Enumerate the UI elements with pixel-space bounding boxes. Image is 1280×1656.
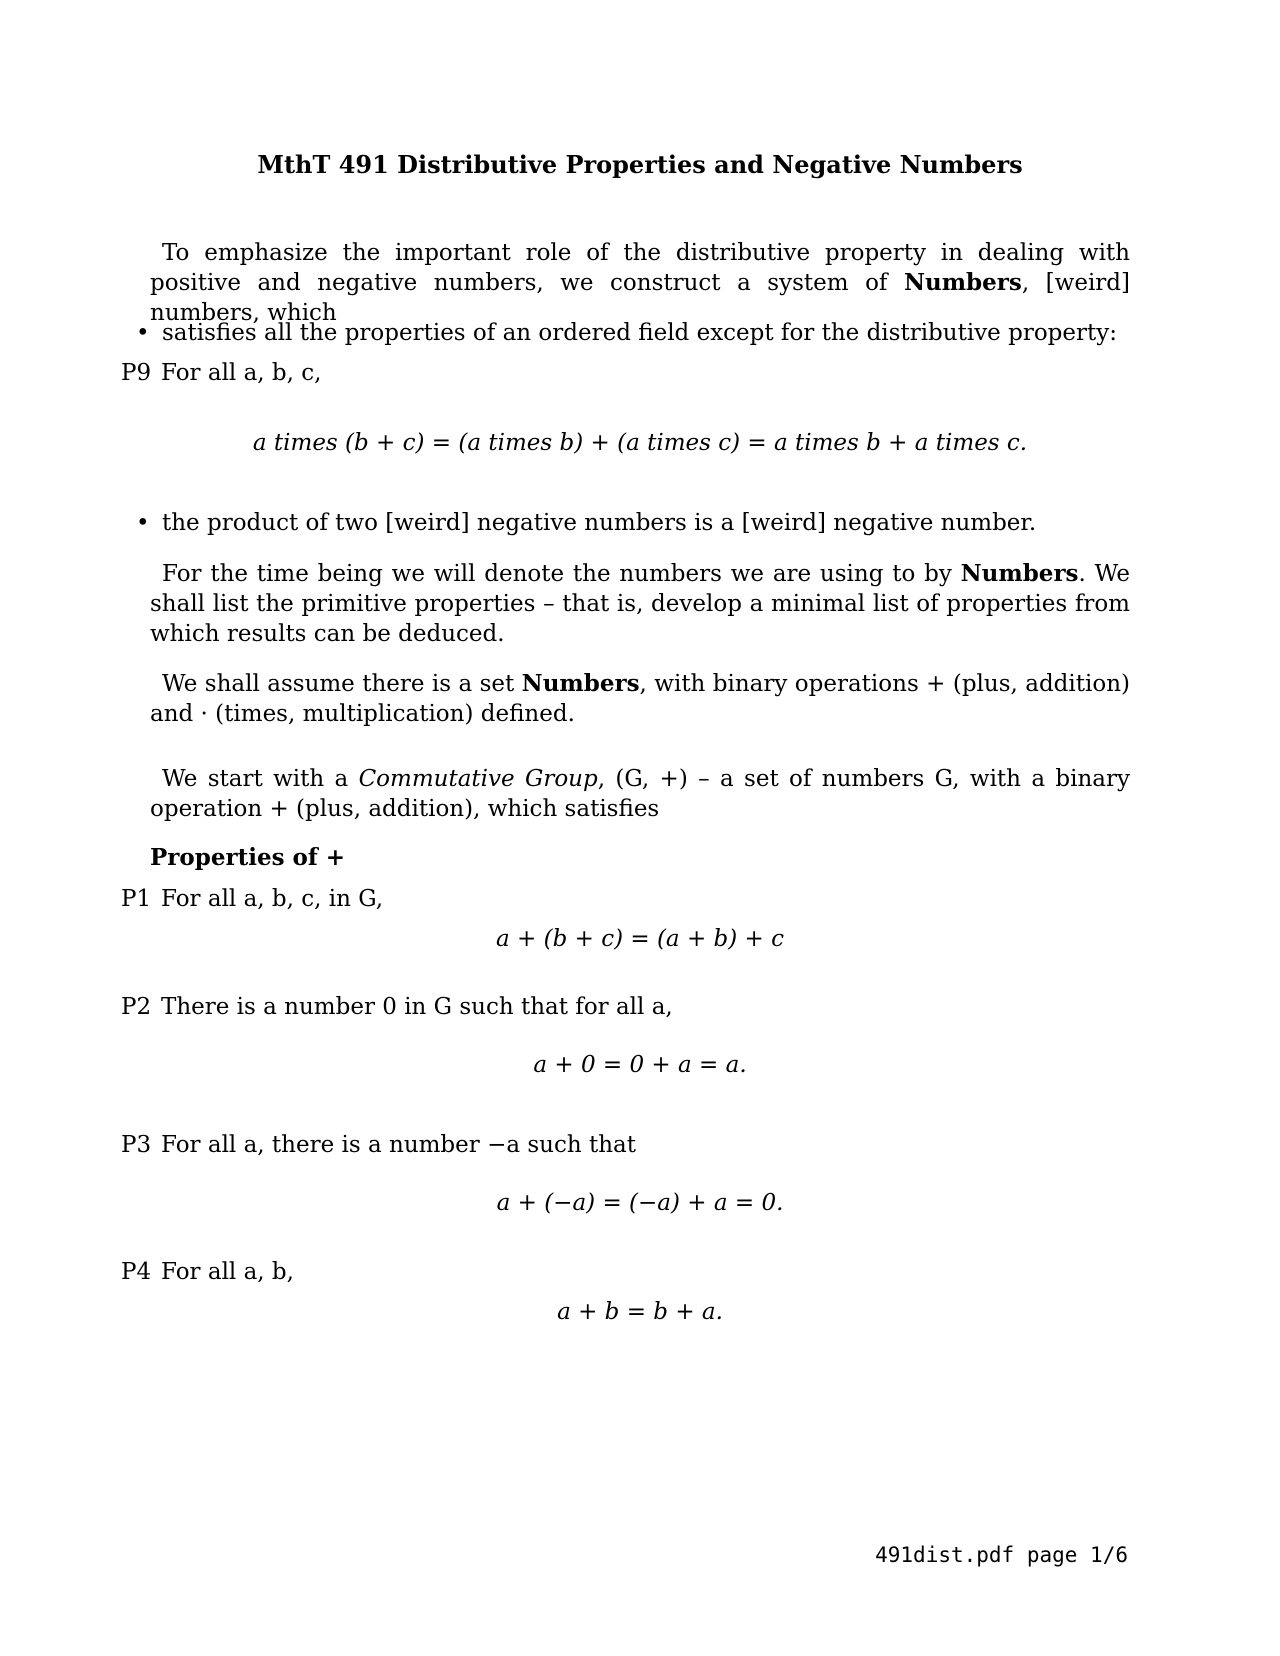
para3-text-2: , with binary operations + (plus, addition) and · (times, multiplication) defined. bbox=[150, 671, 1130, 727]
bullet-2-text: the product of two [weird] negative numbers is a [weird] negative number. bbox=[162, 510, 1037, 536]
p1-item bbox=[121, 884, 1121, 914]
p3-text: For all a, there is a number −a such that bbox=[161, 1132, 637, 1158]
paragraph-2 bbox=[150, 559, 1130, 649]
p1-text: For all a, b, c, in G, bbox=[161, 886, 384, 912]
bullet-1-text: satisfies all the properties of an ordered field except for the distributive property: bbox=[162, 320, 1117, 346]
para3-bold: Numbers bbox=[521, 670, 640, 697]
para4-em: Commutative Group bbox=[358, 766, 598, 792]
p2-label: P2 bbox=[121, 994, 152, 1020]
p1-equation: a + (b + c) = (a + b) + c bbox=[496, 926, 784, 952]
p1-label: P1 bbox=[121, 886, 152, 912]
p9-item bbox=[121, 358, 1121, 388]
p9-text: For all a, b, c, bbox=[161, 360, 322, 386]
p2-item bbox=[121, 992, 1121, 1022]
para2-bold: Numbers bbox=[960, 560, 1079, 587]
section-heading: Properties of + bbox=[150, 844, 346, 871]
para2-text-1: For the time being we will denote the numbers we are using to by bbox=[162, 561, 961, 587]
bullet-2 bbox=[136, 508, 1126, 538]
p4-label: P4 bbox=[121, 1259, 152, 1285]
para2-text-2: . We shall list the primitive properties – that is, develop a minimal list of properties from which results can be deduced. bbox=[150, 561, 1130, 647]
intro-paragraph bbox=[150, 238, 1130, 328]
p4-item bbox=[121, 1257, 1121, 1287]
intro-text-1: To emphasize the important role of the distributive property in dealing with positive and negative numbers, we construct a system of bbox=[150, 240, 1130, 296]
bullet-dot: • bbox=[136, 510, 150, 536]
para3-text-1: We shall assume there is a set bbox=[162, 671, 522, 697]
intro-bold: Numbers bbox=[903, 269, 1022, 296]
bullet-dot: • bbox=[136, 320, 150, 346]
para4-text-1: We start with a bbox=[162, 766, 359, 792]
paragraph-3 bbox=[150, 669, 1130, 729]
p3-label: P3 bbox=[121, 1132, 152, 1158]
bullet-1 bbox=[136, 318, 1126, 348]
paragraph-4 bbox=[150, 764, 1130, 824]
p4-equation: a + b = b + a. bbox=[557, 1299, 723, 1325]
p3-item bbox=[121, 1130, 1121, 1160]
p9-equation: a times (b + c) = (a times b) + (a times c) = a times b + a times c. bbox=[252, 430, 1028, 456]
intro-text-2: , [weird] numbers, which bbox=[150, 270, 1130, 326]
p2-text: There is a number 0 in G such that for all a, bbox=[161, 994, 673, 1020]
p2-equation: a + 0 = 0 + a = a. bbox=[533, 1052, 747, 1078]
p3-equation: a + (−a) = (−a) + a = 0. bbox=[496, 1190, 784, 1216]
para4-text-2: , (G, +) – a set of numbers G, with a binary operation + (plus, addition), which satisfies bbox=[150, 766, 1130, 822]
document-title: MthT 491 Distributive Properties and Negative Numbers bbox=[257, 150, 1023, 179]
page-footer: 491dist.pdf page 1/6 bbox=[875, 1543, 1128, 1567]
p9-label: P9 bbox=[121, 360, 152, 386]
p4-text: For all a, b, bbox=[161, 1259, 294, 1285]
